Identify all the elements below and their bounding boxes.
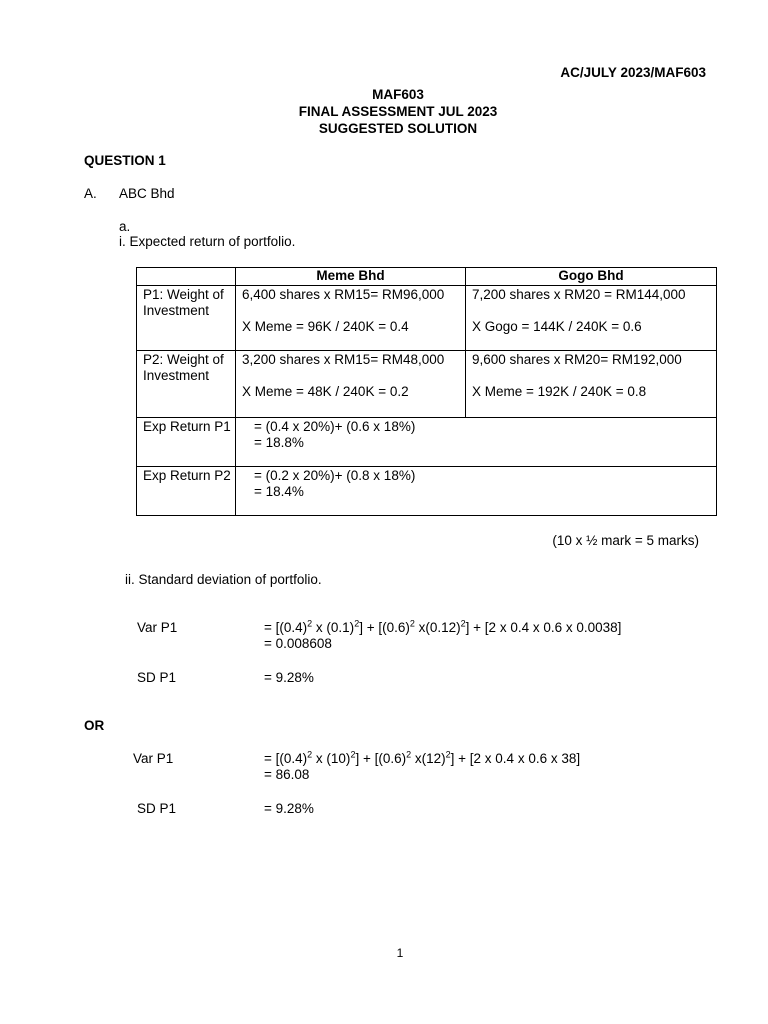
row-label: Exp Return P1	[137, 417, 236, 466]
table-row	[137, 285, 717, 350]
sd-value: = 9.28%	[264, 801, 314, 816]
cell-line: X Meme = 96K / 240K = 0.4	[242, 319, 409, 334]
assessment-title: FINAL ASSESSMENT JUL 2023	[298, 104, 498, 119]
cell-line: X Meme = 192K / 240K = 0.8	[472, 384, 647, 399]
table-header-row	[137, 268, 717, 286]
cell-line: 3,200 shares x RM15= RM48,000	[242, 351, 445, 367]
solution-subtitle: SUGGESTED SOLUTION	[318, 121, 478, 136]
table-cell	[236, 350, 466, 417]
portfolio-table	[136, 267, 717, 516]
table-row	[137, 350, 717, 417]
section-letter: A.	[84, 186, 97, 201]
row-label: P2: Weight of Investment	[137, 350, 236, 417]
sd-label: SD P1	[137, 670, 177, 685]
var-label: Var P1	[133, 751, 174, 766]
table-cell	[236, 285, 466, 350]
cell-line: X Meme = 48K / 240K = 0.2	[242, 384, 409, 399]
table-header-empty	[137, 268, 236, 286]
table-cell	[466, 350, 717, 417]
company-name: ABC Bhd	[119, 186, 175, 201]
or-label: OR	[84, 718, 105, 733]
part-label: a.	[119, 219, 131, 234]
marks-note: (10 x ½ mark = 5 marks)	[552, 533, 699, 548]
part-i-heading: i. Expected return of portfolio.	[119, 234, 296, 249]
cell-line: X Gogo = 144K / 240K = 0.6	[472, 319, 642, 334]
course-code: MAF603	[372, 87, 424, 102]
var-result: = 0.008608	[264, 636, 332, 651]
cell-line: 6,400 shares x RM15= RM96,000	[242, 286, 445, 302]
table-header-gogo: Gogo Bhd	[466, 268, 717, 286]
cell-line: = 18.4%	[254, 484, 304, 499]
table-row	[137, 417, 717, 466]
part-ii-heading: ii. Standard deviation of portfolio.	[125, 572, 322, 587]
table-cell	[236, 417, 717, 466]
var-formula: = [$(0.4)^2$ x $(10)^2] + [(0.6)^2$ $x(12)^2] + [2$ x 0.4 x 0.6 x 38]	[264, 749, 581, 766]
question-heading: QUESTION 1	[84, 153, 166, 168]
cell-line: = (0.4 x 20%)+ (0.6 x 18%)	[254, 418, 416, 434]
page-number: 1	[396, 946, 404, 960]
var-result: = 86.08	[264, 767, 310, 782]
table-cell	[236, 466, 717, 515]
table-cell	[466, 285, 717, 350]
row-label: P1: Weight of Investment	[137, 285, 236, 350]
cell-line: 7,200 shares x RM20 = RM144,000	[472, 286, 686, 302]
var-label: Var P1	[137, 620, 178, 635]
sd-value: = 9.28%	[264, 670, 314, 685]
table-header-meme: Meme Bhd	[236, 268, 466, 286]
table-row	[137, 466, 717, 515]
cell-line: = (0.2 x 20%)+ (0.8 x 18%)	[254, 467, 416, 483]
sd-label: SD P1	[137, 801, 177, 816]
cell-line: 9,600 shares x RM20= RM192,000	[472, 351, 682, 367]
row-label: Exp Return P2	[137, 466, 236, 515]
var-formula: = [$(0.4)^2$ x $(0.1)^2] + [(0.6)^2$ $x(0.12)^2] + [2$ x 0.4 x 0.6 x 0.0038]	[264, 618, 622, 635]
cell-line: = 18.8%	[254, 435, 304, 450]
document-code: AC/JULY 2023/MAF603	[560, 65, 706, 80]
